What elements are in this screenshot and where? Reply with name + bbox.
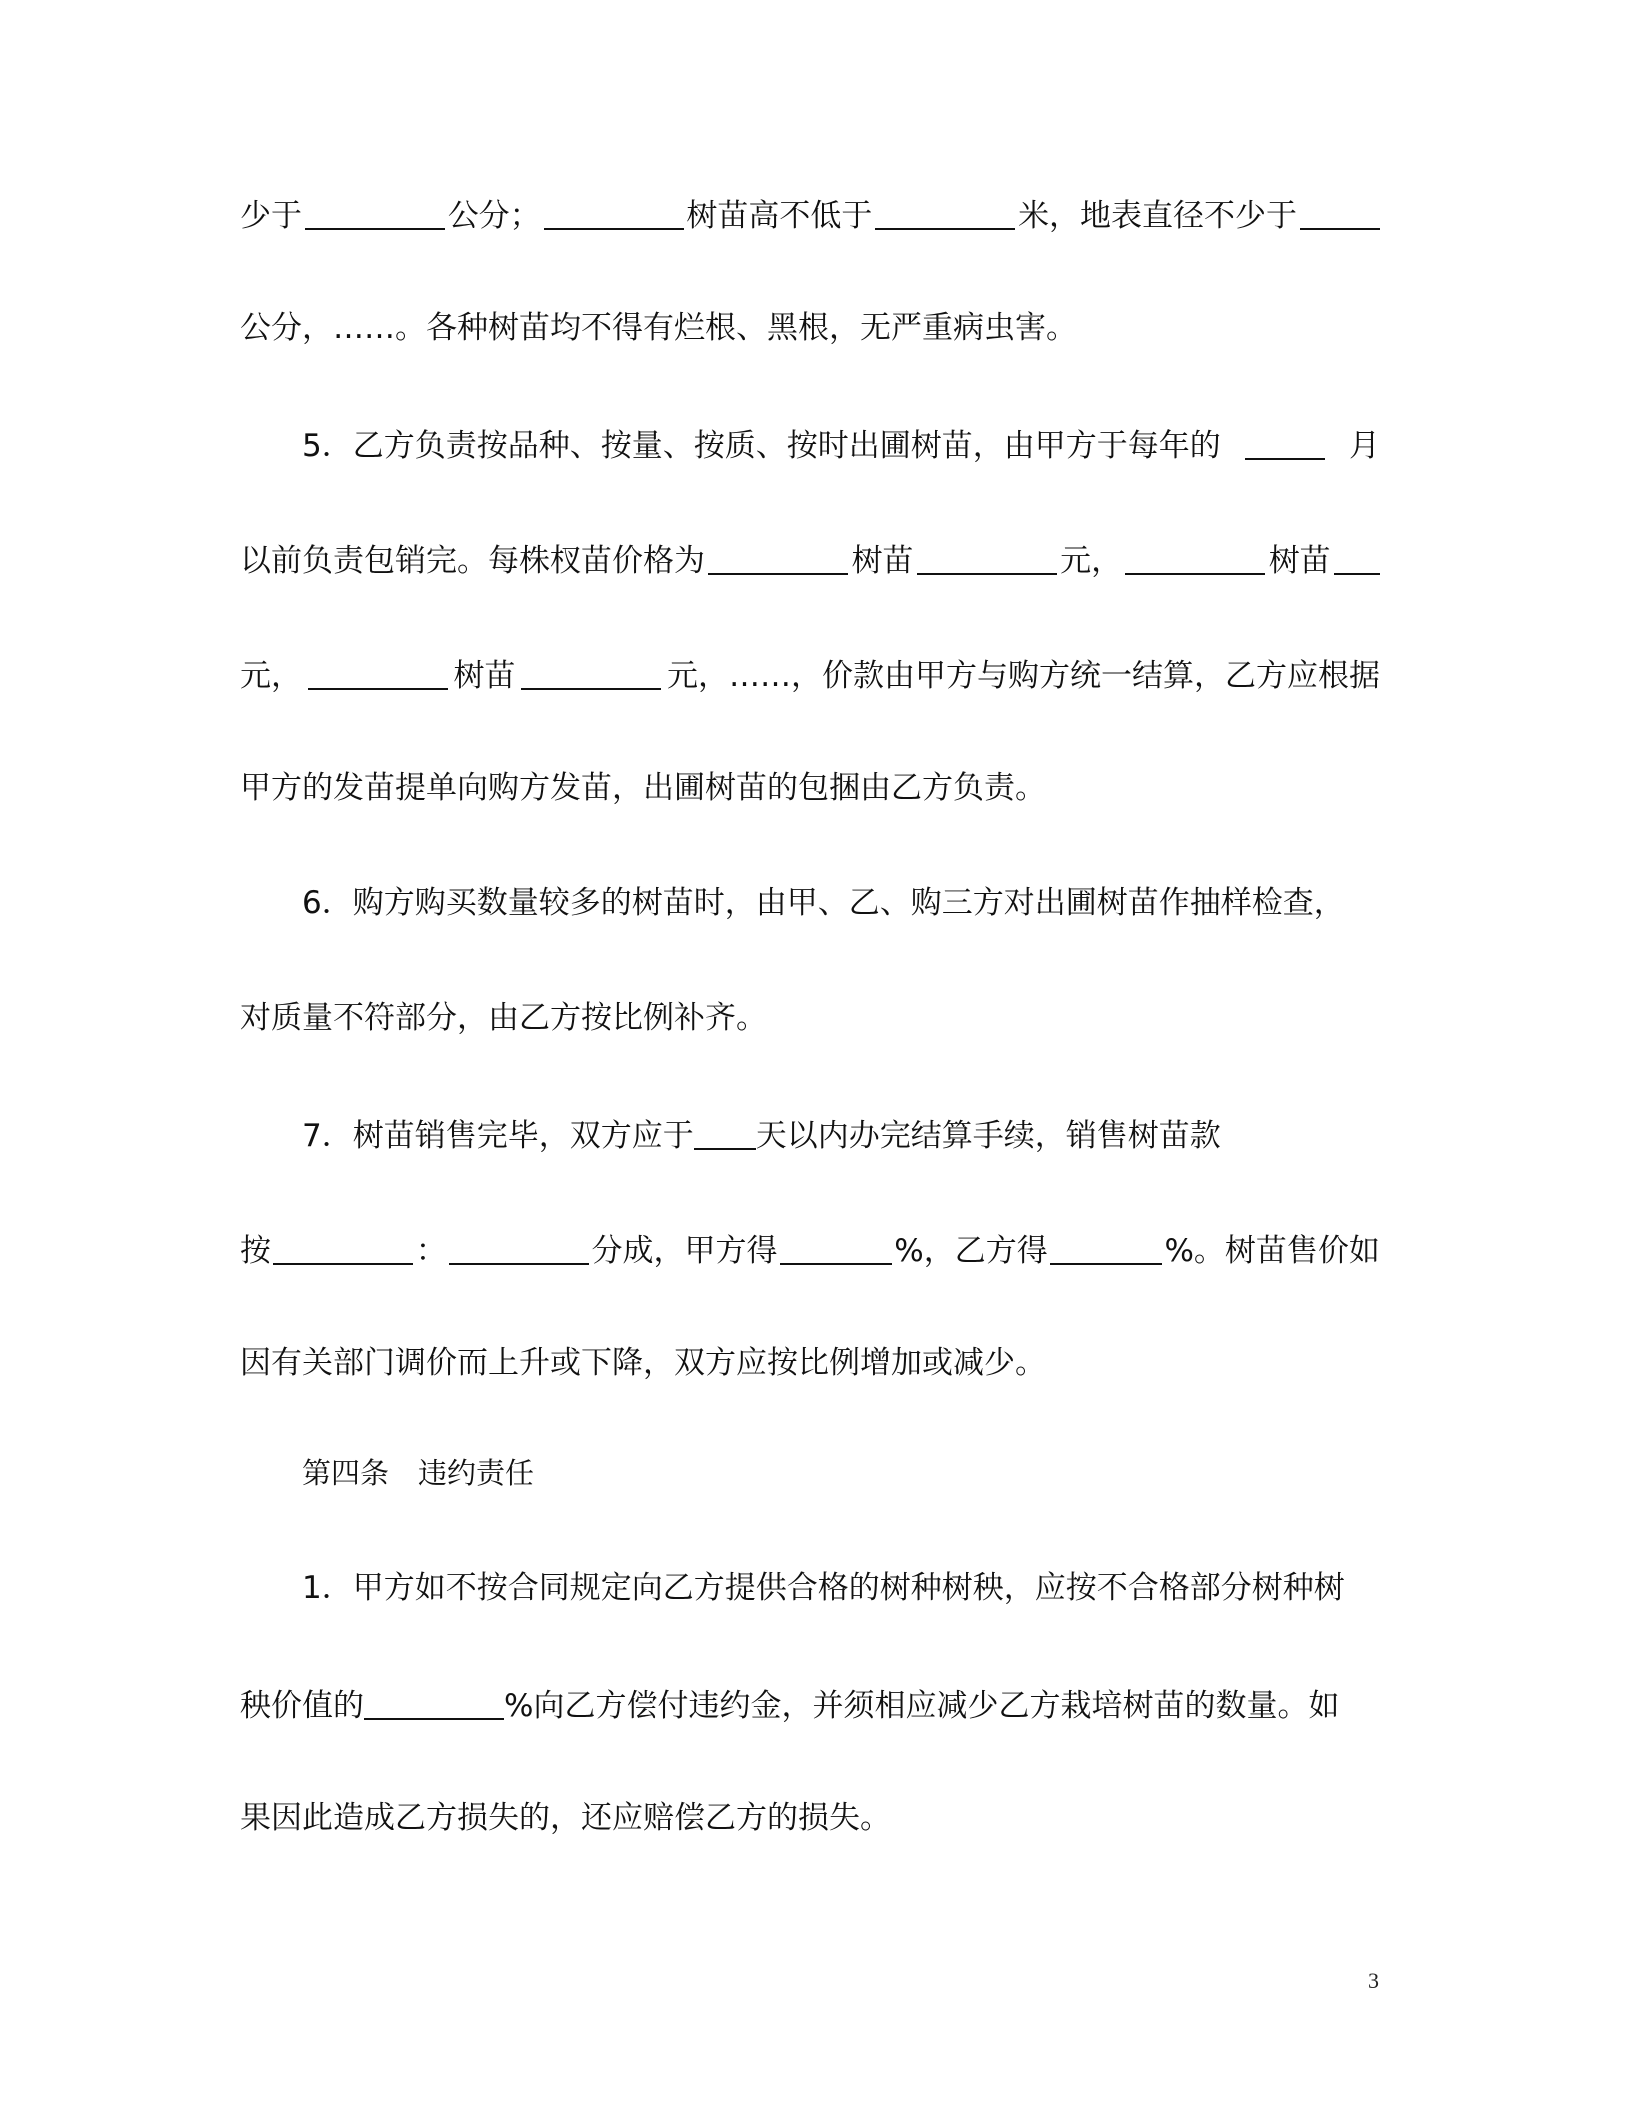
fill-blank — [308, 652, 448, 690]
section-heading: 第四条 违约责任 — [302, 1456, 535, 1490]
text-fragment: 元， — [1060, 543, 1123, 579]
text-fragment: 公分； — [447, 198, 541, 234]
text-line: 6．购方购买数量较多的树苗时，由甲、乙、购三方对出圃树苗作抽样检查， — [302, 885, 1345, 921]
text-line: 因有关部门调价而上升或下降，双方应按比例增加或减少。 — [240, 1345, 1046, 1381]
text-fragment: 7．树苗销售完毕，双方应于 — [302, 1118, 694, 1154]
text-fragment: 树苗 — [453, 658, 516, 694]
text-line: 对质量不符部分，由乙方按比例补齐。 — [240, 1000, 767, 1036]
fill-blank — [1050, 1227, 1162, 1265]
text-fragment: 树苗 — [1268, 543, 1331, 579]
text-fragment: 月 — [1348, 428, 1380, 464]
text-fragment: 秧价值的 — [240, 1688, 364, 1724]
text-fragment: 米，地表直径不少于 — [1018, 198, 1298, 234]
text-line — [302, 1108, 1302, 1158]
text-line — [240, 1678, 1360, 1728]
fill-blank — [1125, 537, 1265, 575]
text-line: 公分，……。各种树苗均不得有烂根、黑根，无严重病虫害。 — [240, 310, 1077, 346]
text-line — [240, 648, 1380, 698]
text-fragment: %，乙方得 — [894, 1233, 1048, 1269]
page-number: 3 — [1368, 1968, 1379, 1993]
fill-blank — [521, 652, 661, 690]
text-fragment: 树苗高不低于 — [686, 198, 873, 234]
fill-blank — [305, 192, 445, 230]
text-line — [240, 188, 1380, 238]
text-line — [302, 418, 1380, 468]
text-fragment: 按 — [240, 1233, 271, 1269]
text-fragment: %向乙方偿付违约金，并须相应减少乙方栽培树苗的数量。如 — [504, 1688, 1340, 1724]
text-fragment: %。树苗售价如 — [1164, 1233, 1380, 1269]
text-line: 果因此造成乙方损失的，还应赔偿乙方的损失。 — [240, 1800, 891, 1836]
fill-blank — [1300, 192, 1380, 230]
text-line: 甲方的发苗提单向购方发苗，出圃树苗的包捆由乙方负责。 — [240, 770, 1046, 806]
fill-blank — [1245, 422, 1325, 460]
text-line — [240, 1223, 1380, 1273]
text-line — [240, 533, 1380, 583]
fill-blank — [780, 1227, 892, 1265]
text-fragment: 少于 — [240, 198, 302, 234]
text-fragment: 5．乙方负责按品种、按量、按质、按时出圃树苗，由甲方于每年的 — [302, 428, 1221, 464]
text-line: 1．甲方如不按合同规定向乙方提供合格的树种树秧，应按不合格部分树种树 — [302, 1570, 1345, 1606]
fill-blank — [1334, 537, 1380, 575]
text-fragment: 树苗 — [851, 543, 914, 579]
fill-blank — [273, 1227, 413, 1265]
text-fragment: 天以内办完结算手续，销售树苗款 — [755, 1118, 1221, 1154]
fill-blank — [875, 192, 1015, 230]
fill-blank — [917, 537, 1057, 575]
text-fragment: 分成，甲方得 — [591, 1233, 778, 1269]
fill-blank — [694, 1112, 756, 1150]
text-fragment: 以前负责包销完。每株杈苗价格为 — [240, 543, 705, 579]
fill-blank — [544, 192, 684, 230]
text-fragment: 元， — [240, 658, 302, 694]
text-fragment: 元，……，价款由甲方与购方统一结算，乙方应根据 — [667, 658, 1380, 694]
fill-blank — [364, 1682, 504, 1720]
text-fragment: ： — [415, 1233, 447, 1269]
fill-blank — [449, 1227, 589, 1265]
fill-blank — [708, 537, 848, 575]
